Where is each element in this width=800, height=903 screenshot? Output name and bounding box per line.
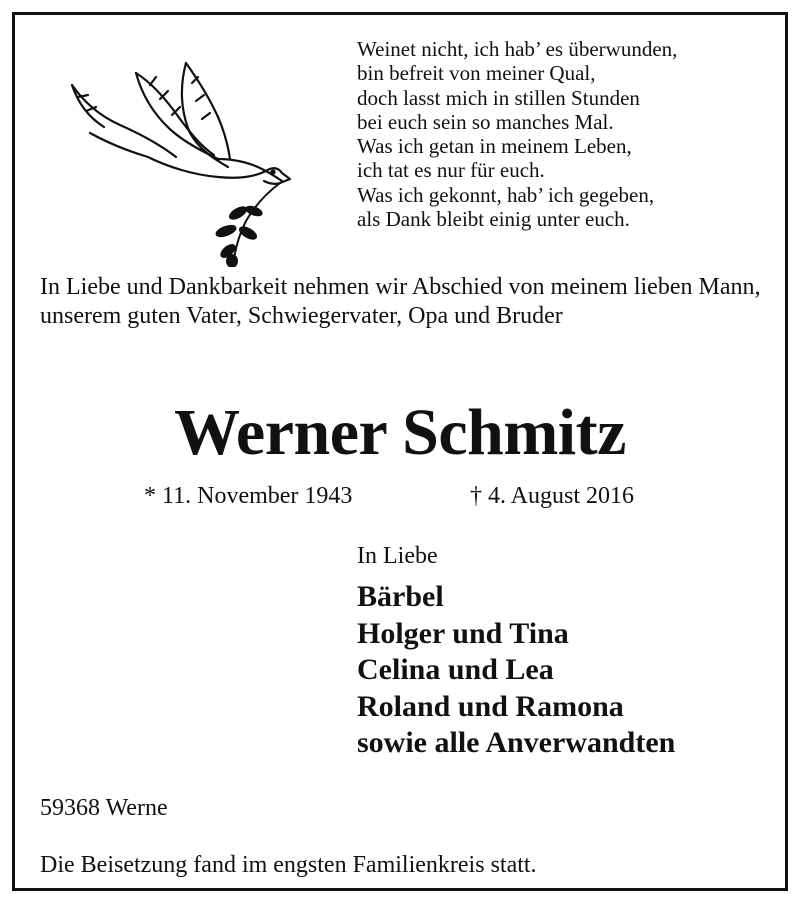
city-line: 59368 Werne — [40, 795, 168, 821]
intro-text: In Liebe und Dankbarkeit nehmen wir Abschied von meinem lieben Mann, unserem guten Vater, Schwiegervater, Opa und Bruder — [40, 274, 761, 329]
obituary-notice — [12, 12, 788, 891]
poem-line: doch lasst mich in stillen Stunden — [357, 85, 640, 110]
in-love-label: In Liebe — [357, 543, 438, 569]
poem-line: Was ich getan in meinem Leben, — [357, 134, 632, 159]
poem-line: Weinet nicht, ich hab’ es überwunden, — [357, 37, 678, 61]
mourner-name: Roland und Ramona — [357, 689, 624, 723]
poem-line: Was ich gekonnt, hab’ ich gegeben, — [357, 182, 655, 207]
poem-line: bin befreit von meiner Qual, — [357, 61, 596, 86]
poem-line: ich tat es nur für euch. — [357, 158, 545, 183]
mourner-name: Celina und Lea — [357, 653, 554, 686]
deceased-name: Werner Schmitz — [174, 396, 626, 469]
mourners-list — [357, 579, 675, 762]
mourner-name: Holger und Tina — [357, 616, 569, 650]
mourner-name: sowie alle Anverwandten — [357, 726, 676, 759]
poem — [357, 37, 677, 231]
poem-line: bei euch sein so manches Mal. — [357, 109, 614, 134]
funeral-note: Die Beisetzung fand im engsten Familienkreis statt. — [40, 852, 537, 878]
poem-line: als Dank bleibt einig unter euch. — [357, 207, 630, 232]
birth-date: * 11. November 1943 — [144, 483, 353, 509]
mourner-name: Bärbel — [357, 580, 444, 613]
dove-with-olive-branch-icon — [68, 55, 298, 267]
death-date: † 4. August 2016 — [470, 483, 635, 509]
